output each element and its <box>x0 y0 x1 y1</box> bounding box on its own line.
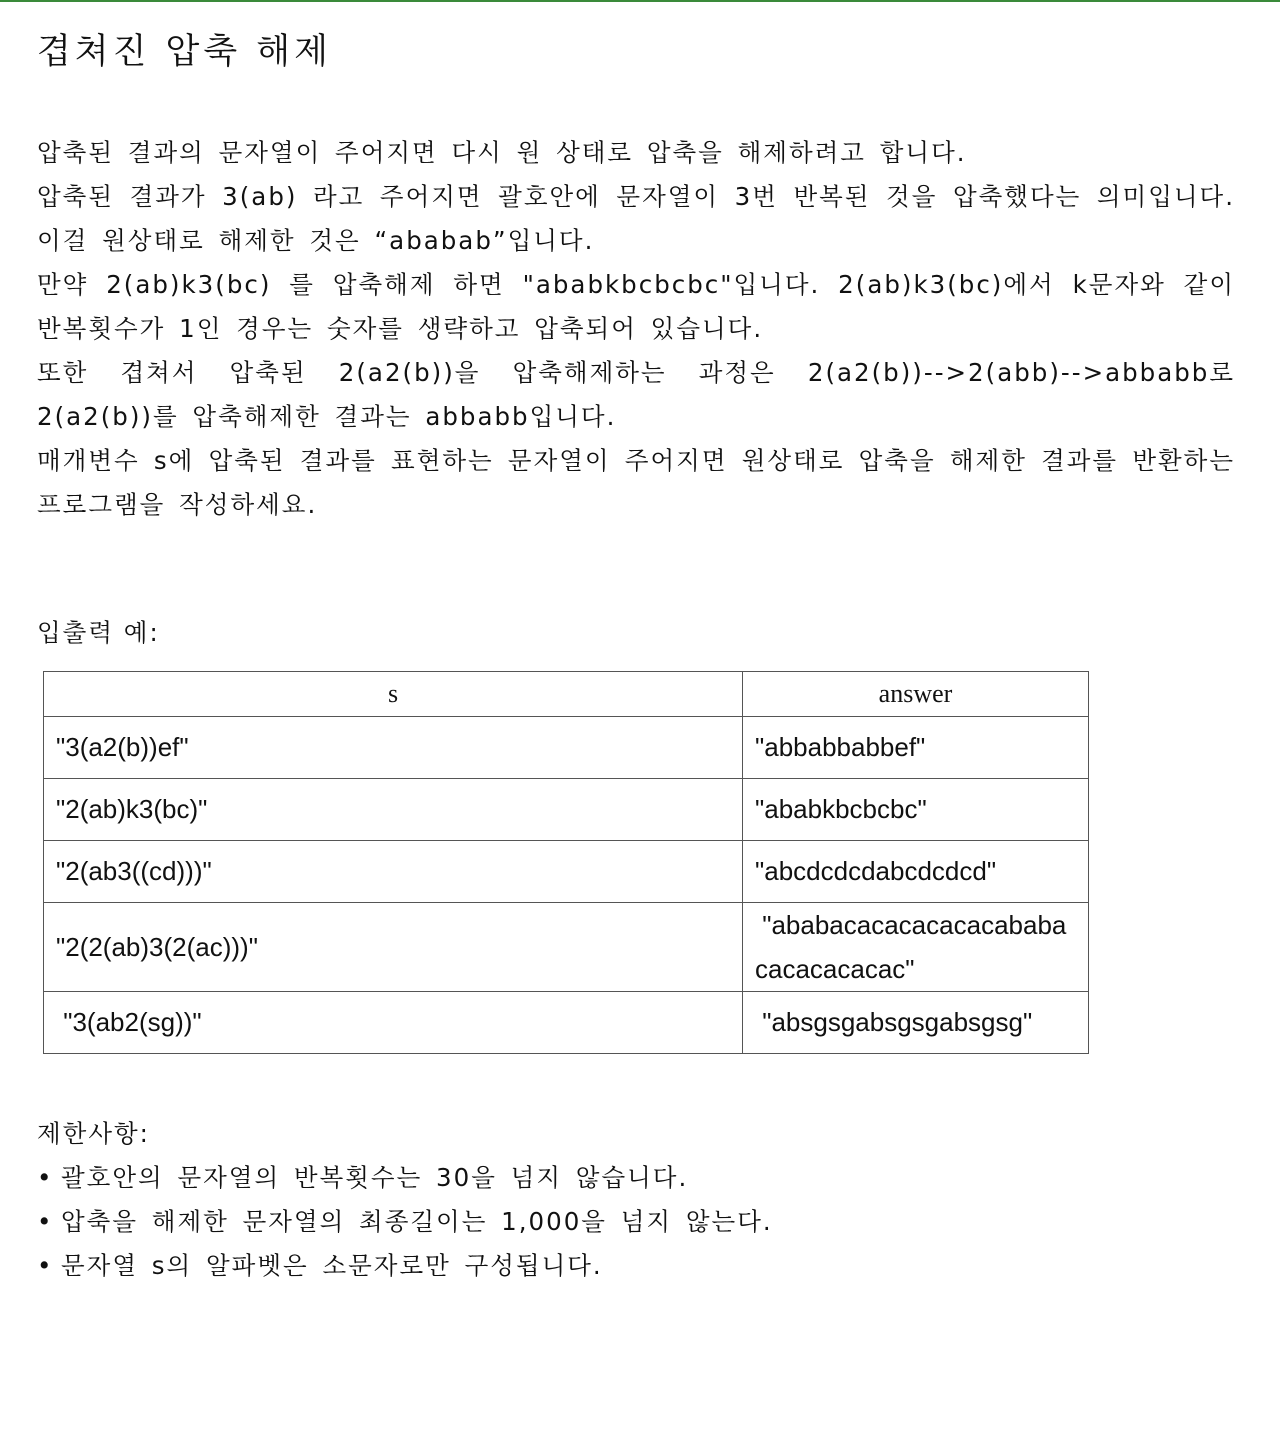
cell-answer: "abcdcdcdabcdcdcd" <box>743 841 1089 903</box>
cell-s: "3(ab2(sg))" <box>44 992 743 1054</box>
table-row <box>44 903 1089 992</box>
constraints-label: 제한사항: <box>37 1119 150 1148</box>
bullet-icon: • <box>37 1251 54 1280</box>
column-header-answer: answer <box>743 672 1089 717</box>
cell-s: "2(2(ab)3(2(ac)))" <box>44 903 743 992</box>
list-item <box>37 1244 773 1288</box>
description-paragraph: 또한 겹쳐서 압축된 2(a2(b))을 압축해제하는 과정은 2(a2(b))-->2(abb)-->abbabb로 2(a2(b))를 압축해제한 결과는 abbabb입니다. <box>37 358 1235 431</box>
description-paragraph: 압축된 결과가 3(ab) 라고 주어지면 괄호안에 문자열이 3번 반복된 것을 압축했다는 의미입니다. 이걸 원상태로 해제한 것은 “ababab”입니다. <box>37 182 1235 255</box>
cell-s: "2(ab)k3(bc)" <box>44 779 743 841</box>
list-item <box>37 1200 773 1244</box>
constraint-text: 문자열 s의 알파벳은 소문자로만 구성됩니다. <box>61 1251 603 1280</box>
cell-s: "3(a2(b))ef" <box>44 717 743 779</box>
table-row <box>44 992 1089 1054</box>
io-example-table <box>43 671 1089 1054</box>
table-header-row <box>44 672 1089 717</box>
cell-s: "2(ab3((cd)))" <box>44 841 743 903</box>
cell-answer: "ababkbcbcbc" <box>743 779 1089 841</box>
constraint-text: 압축을 해제한 문자열의 최종길이는 1,000을 넘지 않는다. <box>61 1207 773 1236</box>
description-paragraph: 압축된 결과의 문자열이 주어지면 다시 원 상태로 압축을 해제하려고 합니다. <box>37 138 967 167</box>
bullet-icon: • <box>37 1207 54 1236</box>
constraint-text: 괄호안의 문자열의 반복횟수는 30을 넘지 않습니다. <box>61 1163 689 1192</box>
table-row <box>44 841 1089 903</box>
description-paragraph: 만약 2(ab)k3(bc) 를 압축해제 하면 "ababkbcbcbc"입니다. 2(ab)k3(bc)에서 k문자와 같이 반복횟수가 1인 경우는 숫자를 생략하고 압축되어 있습니다. <box>37 270 1235 343</box>
list-item <box>37 1156 773 1200</box>
cell-answer: "absgsgabsgsgabsgsg" <box>743 992 1089 1054</box>
table-row <box>44 779 1089 841</box>
top-divider <box>0 0 1280 2</box>
cell-answer: "ababacacacacacacababacacacacacac" <box>743 903 1089 992</box>
table-row <box>44 717 1089 779</box>
constraints-list <box>37 1156 773 1288</box>
description-paragraph: 매개변수 s에 압축된 결과를 표현하는 문자열이 주어지면 원상태로 압축을 해제한 결과를 반환하는 프로그램을 작성하세요. <box>37 446 1235 519</box>
problem-description <box>37 131 1235 527</box>
cell-answer: "abbabbabbef" <box>743 717 1089 779</box>
io-example-label: 입출력 예: <box>37 618 160 647</box>
column-header-s: s <box>44 672 743 717</box>
page-title: 겹쳐진 압축 해제 <box>37 32 332 72</box>
bullet-icon: • <box>37 1163 54 1192</box>
